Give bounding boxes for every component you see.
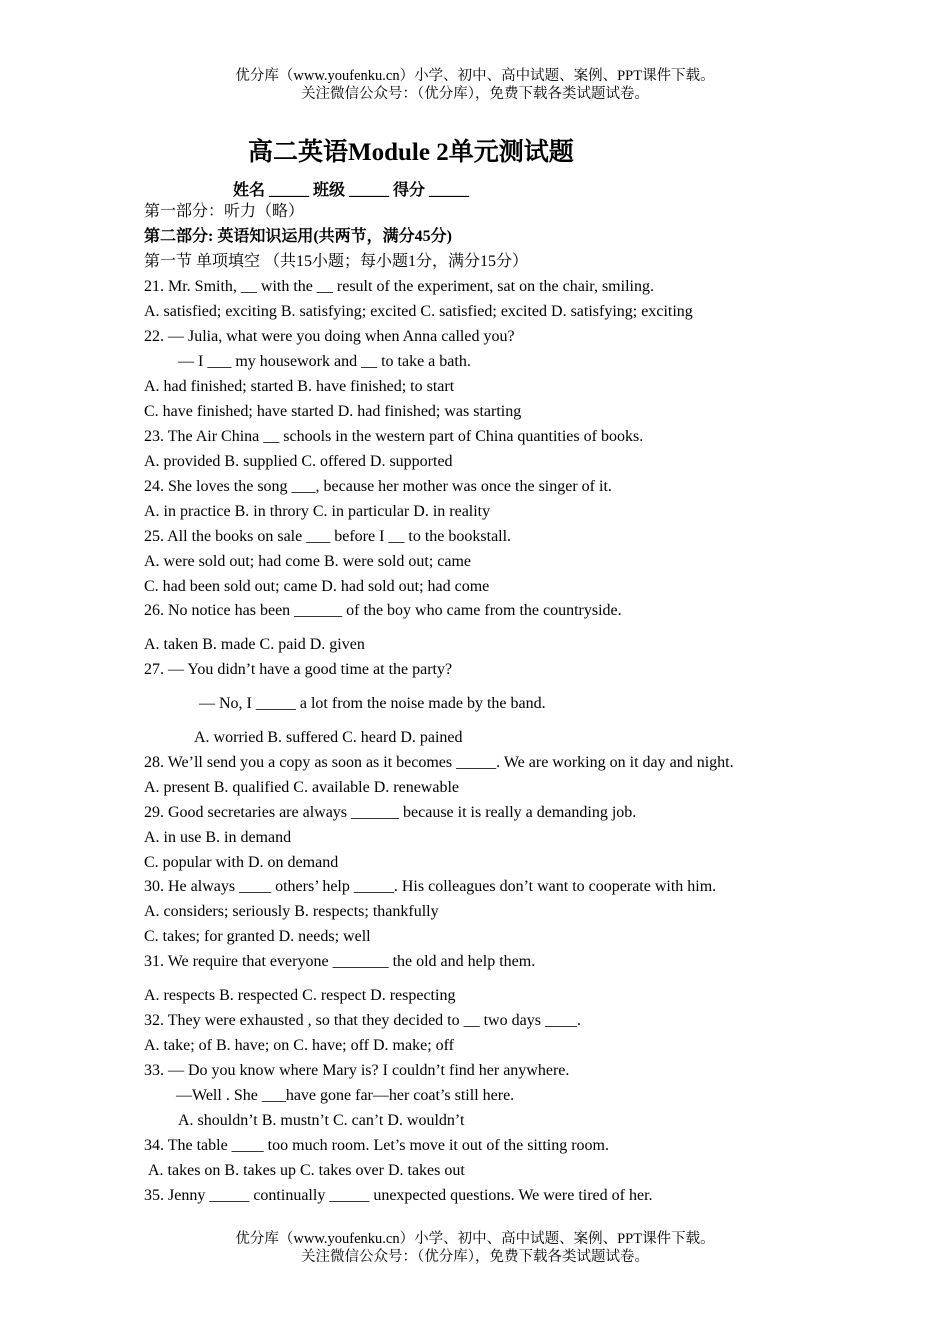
header-line-2: 关注微信公众号：（优分库），免费下载各类试题试卷。 xyxy=(301,86,649,102)
question-35: 35. Jenny _____ continually _____ unexpected questions. We were tired of her. xyxy=(144,1187,653,1204)
question-24: 24. She loves the song ___, because her mother was once the singer of it. xyxy=(144,478,612,495)
footer-line-1: 优分库（www.youfenku.cn）小学、初中、高中试题、案例、PPT课件下载。 xyxy=(235,1231,715,1247)
page-title: 高二英语Module 2单元测试题 xyxy=(248,139,574,166)
question-29: 29. Good secretaries are always ______ because it is really a demanding job. xyxy=(144,804,637,821)
options-33: A. shouldn’t B. mustn’t C. can’t D. wouldn’t xyxy=(178,1112,465,1129)
question-25: 25. All the books on sale ___ before I __ to the bookstall. xyxy=(144,528,512,545)
question-21: 21. Mr. Smith, __ with the __ result of the experiment, sat on the chair, smiling. xyxy=(144,278,654,295)
options-30-ab: A. considers; seriously B. respects; thankfully xyxy=(144,903,439,920)
question-33: 33. — Do you know where Mary is? I couldn’t find her anywhere. xyxy=(144,1062,570,1079)
options-22-ab: A. had finished; started B. have finished; to start xyxy=(144,378,455,395)
options-34: A. takes on B. takes up C. takes over D. takes out xyxy=(148,1162,465,1179)
question-27-reply: — No, I _____ a lot from the noise made by the band. xyxy=(199,695,546,712)
question-22: 22. — Julia, what were you doing when Anna called you? xyxy=(144,328,515,345)
question-26: 26. No notice has been ______ of the boy who came from the countryside. xyxy=(144,602,622,619)
question-34: 34. The table ____ too much room. Let’s move it out of the sitting room. xyxy=(144,1137,609,1154)
section-part-1: 第一部分：听力（略） xyxy=(144,203,305,220)
question-27: 27. — You didn’t have a good time at the party? xyxy=(144,661,453,678)
student-info-fields: 姓名 _____ 班级 _____ 得分 _____ xyxy=(233,182,470,199)
options-22-cd: C. have finished; have started D. had finished; was starting xyxy=(144,403,522,420)
section-heading: 第一节 单项填空 （共15小题；每小题1分，满分15分） xyxy=(144,253,529,270)
question-28: 28. We’ll send you a copy as soon as it becomes _____. We are working on it day and night. xyxy=(144,754,734,771)
options-27: A. worried B. suffered C. heard D. pained xyxy=(194,729,463,746)
question-31: 31. We require that everyone _______ the old and help them. xyxy=(144,953,536,970)
options-28: A. present B. qualified C. available D. renewable xyxy=(144,779,459,796)
options-24: A. in practice B. in throry C. in particular D. in reality xyxy=(144,503,491,520)
options-26: A. taken B. made C. paid D. given xyxy=(144,636,365,653)
options-25-cd: C. had been sold out; came D. had sold out; had come xyxy=(144,578,490,595)
question-30: 30. He always ____ others’ help _____. His colleagues don’t want to cooperate with him. xyxy=(144,878,717,895)
options-30-cd: C. takes; for granted D. needs; well xyxy=(144,928,371,945)
question-23: 23. The Air China __ schools in the western part of China quantities of books. xyxy=(144,428,644,445)
options-29-cd: C. popular with D. on demand xyxy=(144,854,339,871)
question-22-reply: — I ___ my housework and __ to take a bath. xyxy=(178,353,471,370)
options-31: A. respects B. respected C. respect D. respecting xyxy=(144,987,456,1004)
options-29-ab: A. in use B. in demand xyxy=(144,829,292,846)
options-25-ab: A. were sold out; had come B. were sold out; came xyxy=(144,553,472,570)
options-23: A. provided B. supplied C. offered D. supported xyxy=(144,453,453,470)
question-32: 32. They were exhausted , so that they decided to __ two days ____. xyxy=(144,1012,581,1029)
footer-line-2: 关注微信公众号：（优分库），免费下载各类试题试卷。 xyxy=(301,1249,649,1265)
section-part-2: 第二部分: 英语知识运用(共两节，满分45分) xyxy=(144,228,452,245)
options-32: A. take; of B. have; on C. have; off D. make; off xyxy=(144,1037,454,1054)
options-21: A. satisfied; exciting B. satisfying; excited C. satisfied; excited D. satisfying; exciting xyxy=(144,303,693,320)
header-line-1: 优分库（www.youfenku.cn）小学、初中、高中试题、案例、PPT课件下载。 xyxy=(235,68,715,84)
question-33-reply: —Well . She ___have gone far—her coat’s still here. xyxy=(176,1087,515,1104)
